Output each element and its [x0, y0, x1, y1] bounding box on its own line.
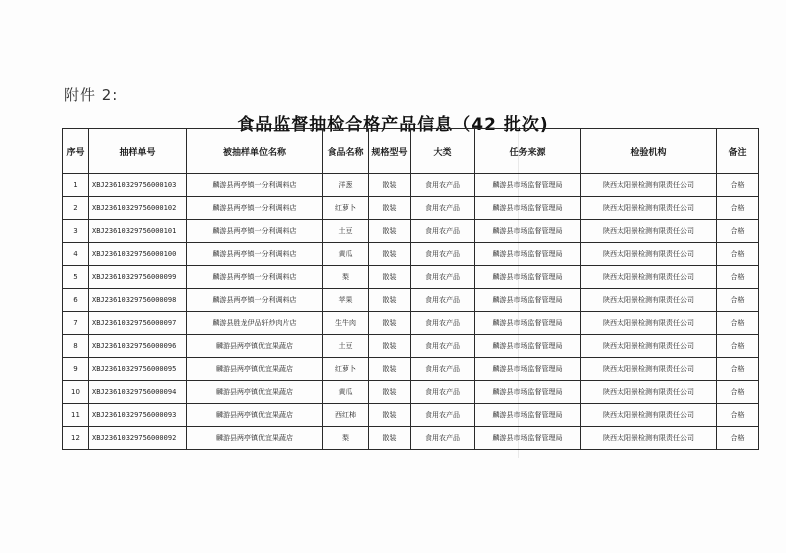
cell-food-name: 黄瓜 [323, 381, 369, 404]
cell-food-name: 生牛肉 [323, 312, 369, 335]
cell-category: 食用农产品 [411, 427, 475, 450]
column-header-remark: 备注 [717, 129, 759, 174]
cell-task-source: 麟游县市场监督管理局 [475, 243, 581, 266]
cell-category: 食用农产品 [411, 243, 475, 266]
cell-remark: 合格 [717, 243, 759, 266]
table-row [63, 174, 759, 197]
cell-category: 食用农产品 [411, 358, 475, 381]
cell-index: 8 [63, 335, 89, 358]
table-header-row [63, 129, 759, 174]
cell-category: 食用农产品 [411, 381, 475, 404]
cell-index: 5 [63, 266, 89, 289]
cell-task-source: 麟游县市场监督管理局 [475, 358, 581, 381]
cell-inspection-agency: 陕西太阳景检测有限责任公司 [581, 312, 717, 335]
cell-inspection-agency: 陕西太阳景检测有限责任公司 [581, 381, 717, 404]
cell-remark: 合格 [717, 358, 759, 381]
cell-task-source: 麟游县市场监督管理局 [475, 266, 581, 289]
table-row [63, 220, 759, 243]
cell-inspection-agency: 陕西太阳景检测有限责任公司 [581, 289, 717, 312]
table-row [63, 197, 759, 220]
cell-spec: 散装 [369, 427, 411, 450]
table-row [63, 289, 759, 312]
cell-sampled-unit: 麟游县两亭镇一分利调料店 [187, 174, 323, 197]
cell-food-name: 西红柿 [323, 404, 369, 427]
cell-task-source: 麟游县市场监督管理局 [475, 404, 581, 427]
cell-index: 10 [63, 381, 89, 404]
cell-index: 1 [63, 174, 89, 197]
cell-sample-number: XBJ23610329756000093 [89, 404, 187, 427]
column-header-index: 序号 [63, 129, 89, 174]
cell-food-name: 土豆 [323, 220, 369, 243]
cell-inspection-agency: 陕西太阳景检测有限责任公司 [581, 266, 717, 289]
cell-sampled-unit: 麟游县两亭镇优宜果蔬店 [187, 427, 323, 450]
cell-remark: 合格 [717, 381, 759, 404]
cell-spec: 散装 [369, 289, 411, 312]
cell-category: 食用农产品 [411, 289, 475, 312]
cell-remark: 合格 [717, 427, 759, 450]
cell-index: 12 [63, 427, 89, 450]
cell-remark: 合格 [717, 312, 759, 335]
cell-sampled-unit: 麟游县两亭镇一分利调料店 [187, 289, 323, 312]
cell-food-name: 梨 [323, 427, 369, 450]
column-header-food-name: 食品名称 [323, 129, 369, 174]
cell-sample-number: XBJ23610329756000099 [89, 266, 187, 289]
cell-sample-number: XBJ23610329756000102 [89, 197, 187, 220]
cell-inspection-agency: 陕西太阳景检测有限责任公司 [581, 220, 717, 243]
cell-food-name: 梨 [323, 266, 369, 289]
cell-task-source: 麟游县市场监督管理局 [475, 335, 581, 358]
cell-sampled-unit: 麟游县两亭镇一分利调料店 [187, 197, 323, 220]
cell-index: 9 [63, 358, 89, 381]
cell-sampled-unit: 麟游县胜龙伊品轩炒肉片店 [187, 312, 323, 335]
cell-food-name: 洋葱 [323, 174, 369, 197]
cell-sample-number: XBJ23610329756000092 [89, 427, 187, 450]
cell-remark: 合格 [717, 404, 759, 427]
table-row [63, 381, 759, 404]
cell-task-source: 麟游县市场监督管理局 [475, 427, 581, 450]
cell-food-name: 黄瓜 [323, 243, 369, 266]
cell-task-source: 麟游县市场监督管理局 [475, 197, 581, 220]
column-header-category: 大类 [411, 129, 475, 174]
cell-category: 食用农产品 [411, 335, 475, 358]
cell-food-name: 土豆 [323, 335, 369, 358]
document-title: 食品监督抽检合格产品信息（42 批次) [237, 115, 549, 135]
cell-index: 7 [63, 312, 89, 335]
cell-category: 食用农产品 [411, 220, 475, 243]
cell-inspection-agency: 陕西太阳景检测有限责任公司 [581, 358, 717, 381]
cell-sample-number: XBJ23610329756000096 [89, 335, 187, 358]
table-row [63, 427, 759, 450]
cell-category: 食用农产品 [411, 174, 475, 197]
cell-food-name: 苹果 [323, 289, 369, 312]
cell-spec: 散装 [369, 404, 411, 427]
attachment-label: 附件 2: [64, 86, 119, 104]
cell-inspection-agency: 陕西太阳景检测有限责任公司 [581, 174, 717, 197]
cell-sample-number: XBJ23610329756000100 [89, 243, 187, 266]
cell-spec: 散装 [369, 381, 411, 404]
cell-sampled-unit: 麟游县两亭镇优宜果蔬店 [187, 381, 323, 404]
cell-remark: 合格 [717, 220, 759, 243]
cell-sample-number: XBJ23610329756000097 [89, 312, 187, 335]
cell-task-source: 麟游县市场监督管理局 [475, 174, 581, 197]
table-row [63, 335, 759, 358]
cell-spec: 散装 [369, 174, 411, 197]
scan-fold-line [518, 128, 519, 458]
cell-remark: 合格 [717, 335, 759, 358]
table-row [63, 404, 759, 427]
cell-spec: 散装 [369, 266, 411, 289]
table-row [63, 358, 759, 381]
cell-task-source: 麟游县市场监督管理局 [475, 312, 581, 335]
cell-task-source: 麟游县市场监督管理局 [475, 289, 581, 312]
column-header-sampled-unit: 被抽样单位名称 [187, 129, 323, 174]
cell-spec: 散装 [369, 335, 411, 358]
cell-spec: 散装 [369, 358, 411, 381]
cell-task-source: 麟游县市场监督管理局 [475, 220, 581, 243]
cell-sampled-unit: 麟游县两亭镇优宜果蔬店 [187, 358, 323, 381]
table-row [63, 243, 759, 266]
cell-spec: 散装 [369, 220, 411, 243]
cell-task-source: 麟游县市场监督管理局 [475, 381, 581, 404]
cell-category: 食用农产品 [411, 197, 475, 220]
cell-sampled-unit: 麟游县两亭镇一分利调料店 [187, 243, 323, 266]
cell-spec: 散装 [369, 243, 411, 266]
cell-index: 6 [63, 289, 89, 312]
cell-remark: 合格 [717, 174, 759, 197]
cell-category: 食用农产品 [411, 404, 475, 427]
inspection-results-table [62, 128, 759, 450]
cell-sample-number: XBJ23610329756000095 [89, 358, 187, 381]
table-row [63, 266, 759, 289]
cell-remark: 合格 [717, 266, 759, 289]
cell-sampled-unit: 麟游县两亭镇一分利调料店 [187, 220, 323, 243]
cell-index: 2 [63, 197, 89, 220]
cell-sample-number: XBJ23610329756000098 [89, 289, 187, 312]
column-header-sample-number: 抽样单号 [89, 129, 187, 174]
cell-sampled-unit: 麟游县两亭镇优宜果蔬店 [187, 404, 323, 427]
cell-category: 食用农产品 [411, 266, 475, 289]
cell-inspection-agency: 陕西太阳景检测有限责任公司 [581, 404, 717, 427]
cell-spec: 散装 [369, 312, 411, 335]
cell-category: 食用农产品 [411, 312, 475, 335]
cell-index: 3 [63, 220, 89, 243]
cell-inspection-agency: 陕西太阳景检测有限责任公司 [581, 243, 717, 266]
cell-inspection-agency: 陕西太阳景检测有限责任公司 [581, 427, 717, 450]
cell-remark: 合格 [717, 197, 759, 220]
cell-remark: 合格 [717, 289, 759, 312]
cell-food-name: 红萝卜 [323, 358, 369, 381]
cell-spec: 散装 [369, 197, 411, 220]
cell-sampled-unit: 麟游县两亭镇优宜果蔬店 [187, 335, 323, 358]
column-header-spec: 规格型号 [369, 129, 411, 174]
cell-sample-number: XBJ23610329756000094 [89, 381, 187, 404]
column-header-inspection-agency: 检验机构 [581, 129, 717, 174]
cell-inspection-agency: 陕西太阳景检测有限责任公司 [581, 197, 717, 220]
cell-sample-number: XBJ23610329756000103 [89, 174, 187, 197]
cell-sampled-unit: 麟游县两亭镇一分利调料店 [187, 266, 323, 289]
cell-sample-number: XBJ23610329756000101 [89, 220, 187, 243]
cell-index: 11 [63, 404, 89, 427]
table-row [63, 312, 759, 335]
table-body [63, 174, 759, 450]
cell-index: 4 [63, 243, 89, 266]
column-header-task-source: 任务来源 [475, 129, 581, 174]
cell-inspection-agency: 陕西太阳景检测有限责任公司 [581, 335, 717, 358]
cell-food-name: 红萝卜 [323, 197, 369, 220]
